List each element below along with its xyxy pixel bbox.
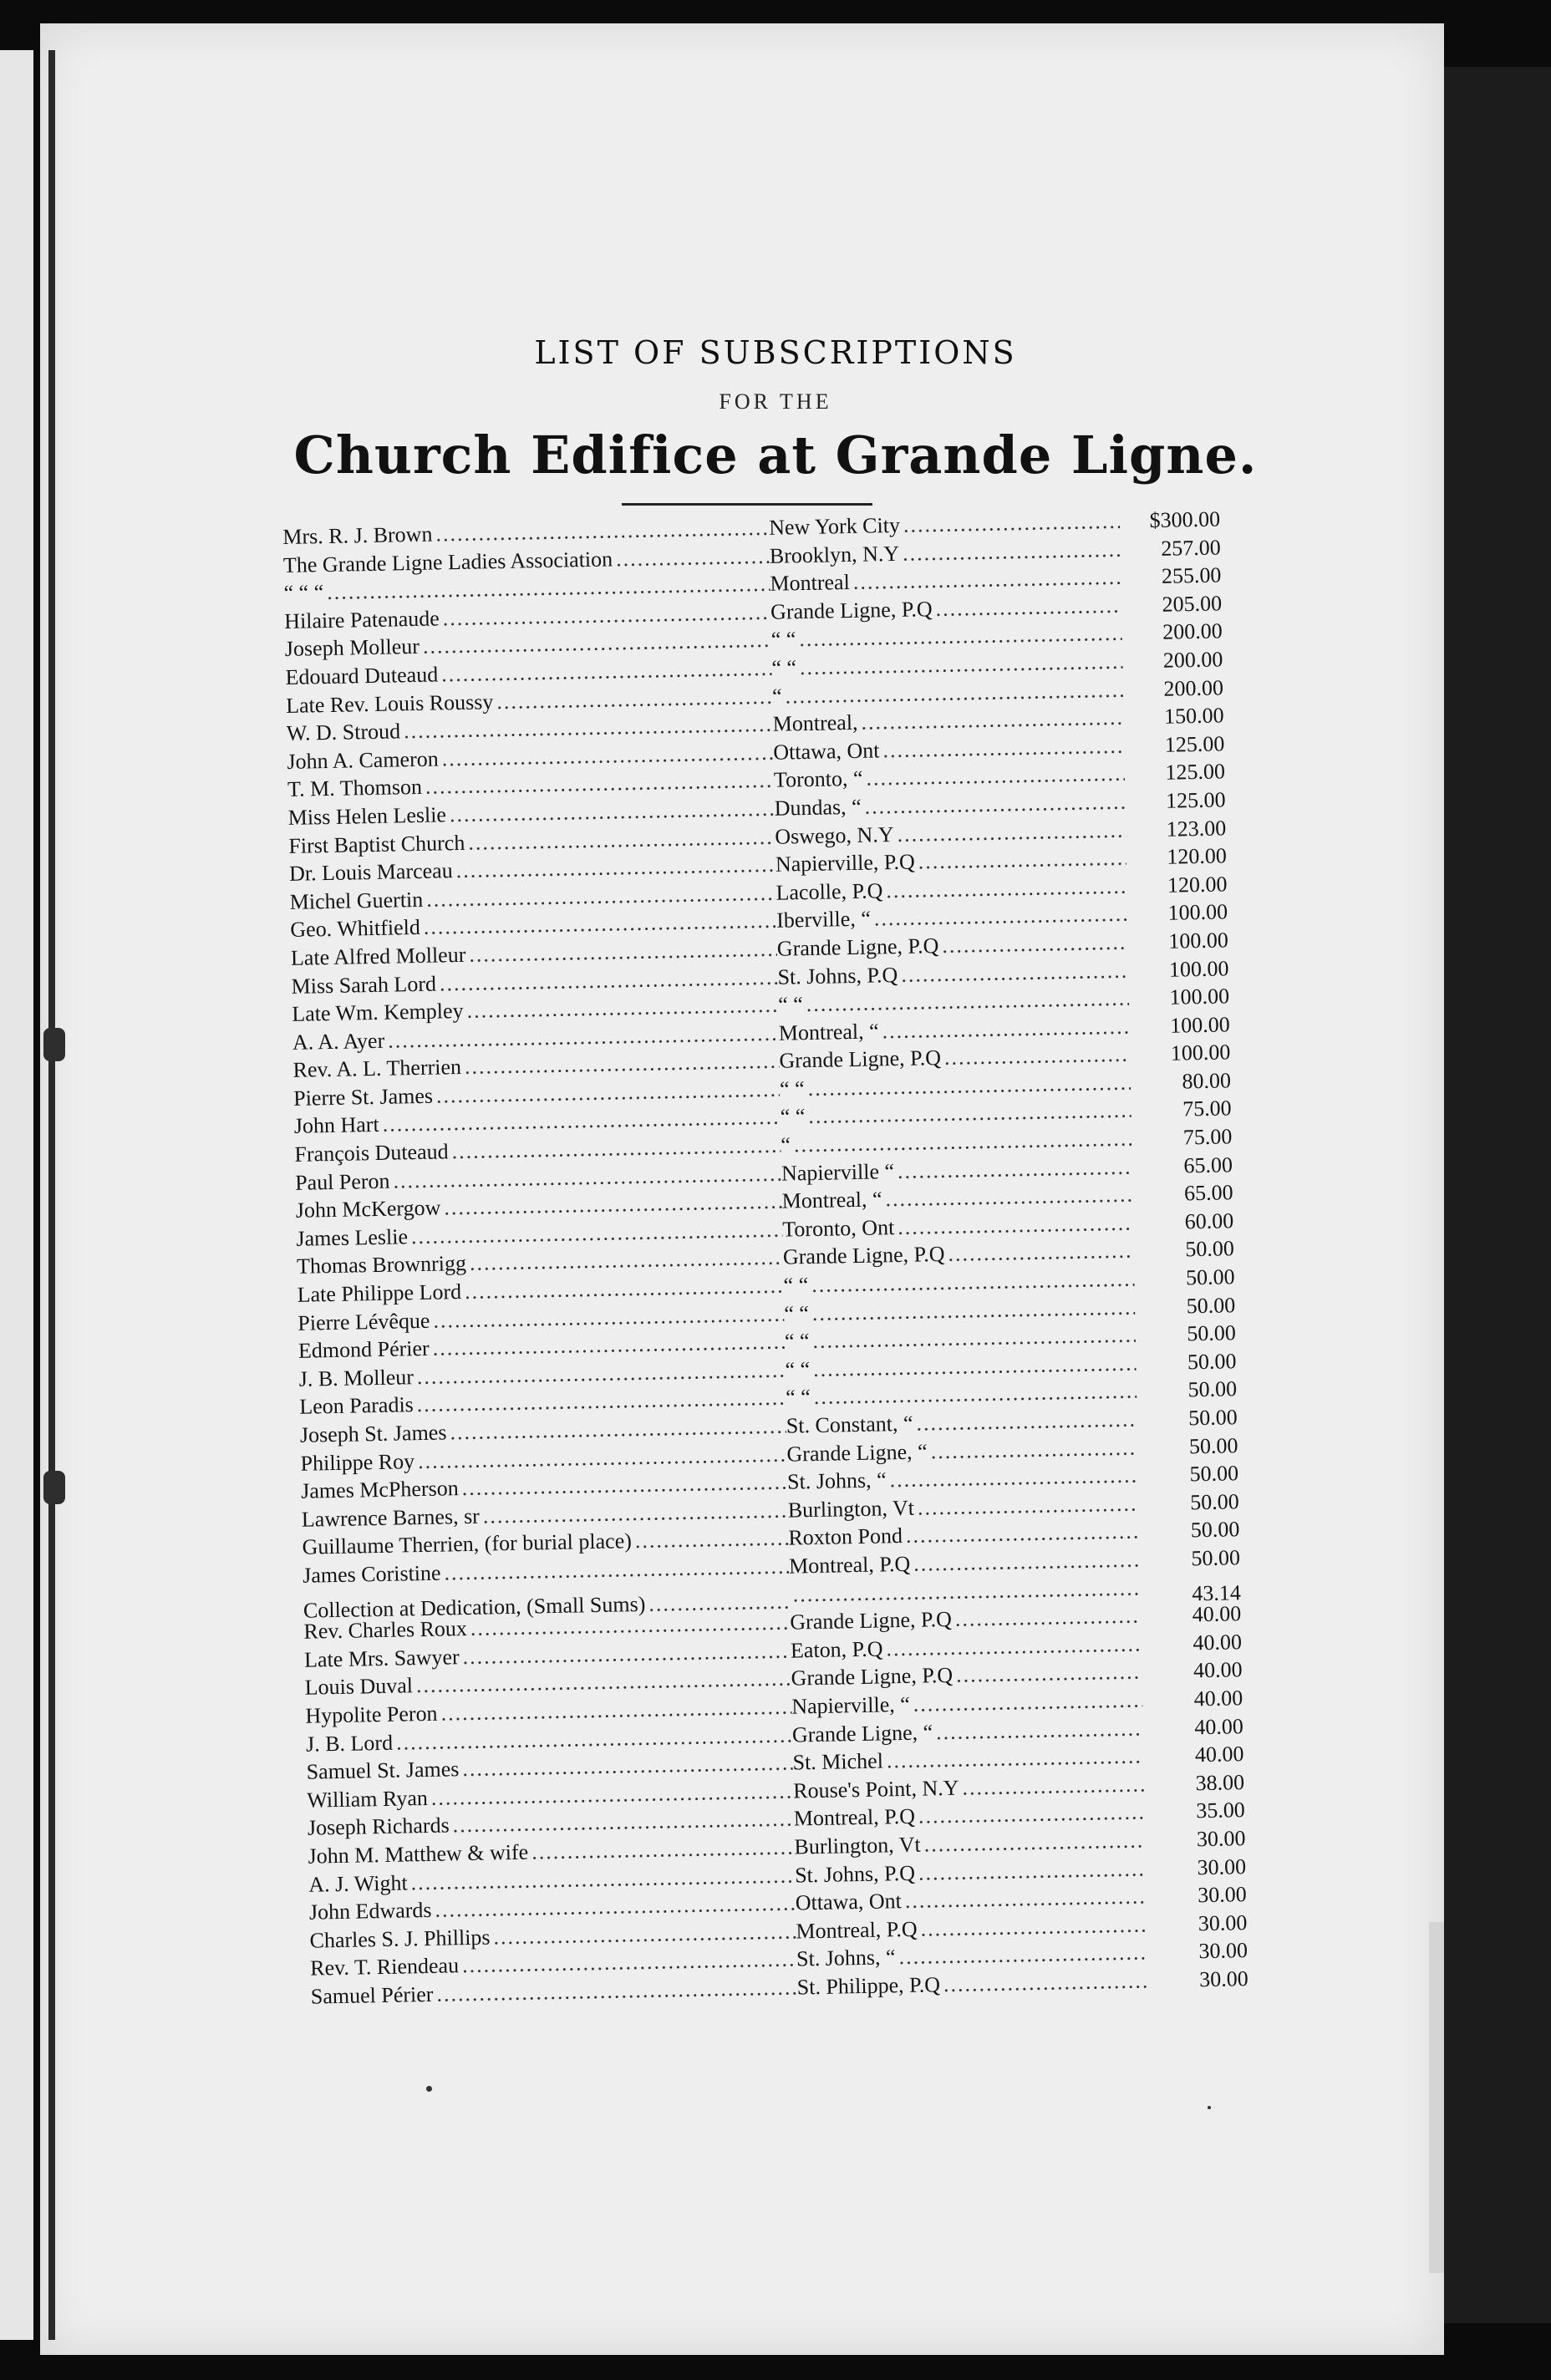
subscriber-place: St. Johns, P.Q xyxy=(777,962,898,989)
subscriber-place: St. Constant, “ xyxy=(786,1411,913,1438)
subscription-amount: 205.00 xyxy=(1162,591,1223,617)
subscriber-place: Lacolle, P.Q xyxy=(776,878,883,905)
page-fold xyxy=(1429,1922,1444,2273)
subscriber-name: J. B. Molleur xyxy=(298,1364,414,1391)
dot-leader xyxy=(962,1770,1144,1802)
subscriber-name: William Ryan xyxy=(307,1785,429,1813)
dot-leader xyxy=(913,1686,1142,1718)
subscriber-place: “ “ xyxy=(784,1329,810,1354)
subscriber-name: Louis Duval xyxy=(304,1673,414,1701)
subscriber-place: “ xyxy=(781,1132,791,1157)
subscriber-place: “ “ xyxy=(780,1104,806,1130)
subscription-amount: 30.00 xyxy=(1198,1938,1248,1964)
subscriber-place: Grande Ligne, P.Q xyxy=(782,1242,945,1270)
dot-leader xyxy=(905,1883,1147,1915)
subscription-amount: 50.00 xyxy=(1190,1517,1240,1543)
dot-leader xyxy=(882,731,1124,764)
subscription-amount: 50.00 xyxy=(1189,1461,1239,1487)
dot-leader xyxy=(955,1602,1142,1634)
subscriber-name: Late Mrs. Sawyer xyxy=(303,1644,460,1672)
binding-stitch xyxy=(43,1471,65,1504)
subscriber-place: Montreal, P.Q xyxy=(793,1804,916,1831)
subscription-amount: 50.00 xyxy=(1189,1489,1239,1515)
subscription-amount: 43.14 xyxy=(1192,1580,1242,1606)
subscriber-name: Late Alfred Molleur xyxy=(290,942,466,970)
subscriber-place: Grande Ligne, P.Q xyxy=(770,596,933,624)
subscription-amount: 75.00 xyxy=(1182,1096,1232,1121)
subscriber-place: Toronto, “ xyxy=(773,766,863,793)
subscriber-place: Toronto, Ont xyxy=(782,1214,895,1242)
subscription-amount: 50.00 xyxy=(1185,1264,1235,1290)
dot-leader xyxy=(886,872,1127,904)
subscription-amount: 35.00 xyxy=(1196,1798,1246,1823)
dot-leader xyxy=(918,1854,1147,1887)
dot-leader xyxy=(882,1012,1130,1045)
subscription-amount: 65.00 xyxy=(1183,1152,1233,1178)
subscriber-name: Late Philippe Lord xyxy=(297,1279,462,1307)
dot-leader xyxy=(635,1524,789,1555)
subscription-amount: 38.00 xyxy=(1195,1769,1245,1796)
subscriber-name: Late Rev. Louis Roussy xyxy=(285,689,494,718)
dot-leader xyxy=(920,1910,1147,1943)
subscriber-place: St. Philippe, P.Q xyxy=(796,1972,941,2000)
subscriber-place: Grande Ligne, P.Q xyxy=(779,1045,942,1073)
dot-leader xyxy=(889,1462,1138,1494)
subscription-amount: 255.00 xyxy=(1161,562,1222,589)
subscription-amount: 50.00 xyxy=(1191,1545,1241,1571)
subscriber-name: Michel Guertin xyxy=(289,887,424,914)
subscription-amount: 65.00 xyxy=(1183,1180,1233,1206)
subscriber-place: Grande Ligne, P.Q xyxy=(790,1607,953,1635)
subscription-amount: 125.00 xyxy=(1164,731,1225,757)
subscriber-name: Collection at Dedication, (Small Sums) xyxy=(303,1592,646,1623)
subscriber-place: “ “ xyxy=(785,1385,811,1411)
subscriber-name: Philippe Roy xyxy=(300,1448,415,1476)
subscriber-name: Pierre St. James xyxy=(292,1083,434,1111)
subscription-amount: 100.00 xyxy=(1170,1040,1231,1065)
subscriber-name: The Grande Ligne Ladies Association xyxy=(282,547,613,577)
subscription-amount: 30.00 xyxy=(1198,1910,1248,1935)
subscription-amount: 40.00 xyxy=(1192,1657,1243,1683)
subscription-amount: 100.00 xyxy=(1168,928,1229,954)
subscription-amount: 40.00 xyxy=(1194,1713,1244,1739)
subscriber-place: New York City xyxy=(768,512,901,540)
subscriber-place: Napierville, P.Q xyxy=(775,849,916,877)
subscriber-place: St. Johns, “ xyxy=(796,1945,896,1971)
subscription-amount: 100.00 xyxy=(1168,955,1229,982)
subscriber-place: Montreal, “ xyxy=(778,1019,879,1045)
dot-leader xyxy=(901,956,1129,989)
subscriber-name: J. B. Lord xyxy=(305,1730,394,1757)
subscriber-place: “ “ xyxy=(783,1273,809,1298)
dot-leader xyxy=(944,1040,1131,1072)
subscriber-name: John Hart xyxy=(293,1112,379,1139)
title-line-2: FOR THE xyxy=(719,389,832,414)
subscriber-place: Montreal, P.Q xyxy=(796,1916,918,1944)
subscriber-place: Grande Ligne, P.Q xyxy=(776,933,939,961)
dot-leader xyxy=(918,1489,1139,1522)
subscription-amount: 120.00 xyxy=(1167,843,1228,869)
subscription-amount: 50.00 xyxy=(1187,1376,1238,1402)
subscriber-place: Grande Ligne, “ xyxy=(786,1438,928,1467)
dot-leader xyxy=(930,1433,1137,1465)
dot-leader xyxy=(916,1406,1137,1438)
subscriber-name: James Coristine xyxy=(302,1560,441,1588)
subscription-amount: 30.00 xyxy=(1197,1882,1247,1908)
title-line-3: Church Edifice at Grande Ligne. xyxy=(293,425,1258,486)
title-line-1: LIST OF SUBSCRIPTIONS xyxy=(534,334,1017,371)
subscription-amount: 50.00 xyxy=(1187,1320,1237,1346)
subscriber-name: François Duteaud xyxy=(294,1139,449,1167)
dot-leader xyxy=(913,1546,1140,1579)
dot-leader xyxy=(898,1152,1133,1185)
subscriber-name: Edmond Périer xyxy=(297,1336,430,1364)
subscription-amount: 100.00 xyxy=(1169,1012,1230,1038)
subscriber-name: Pierre Lévêque xyxy=(297,1308,430,1335)
subscriber-name: A. A. Ayer xyxy=(292,1028,385,1055)
subscriber-name: W. D. Stroud xyxy=(286,719,401,746)
subscriber-name: Charles S. J. Phillips xyxy=(309,1925,491,1953)
subscription-amount: 30.00 xyxy=(1198,1966,1248,1992)
subscriber-place: St. Johns, P.Q xyxy=(794,1860,916,1888)
subscription-amount: 200.00 xyxy=(1162,647,1223,673)
subscriber-name: Thomas Brownrigg xyxy=(296,1251,467,1279)
subscriber-place: Ottawa, Ont xyxy=(795,1889,903,1915)
subscriber-name: Leon Paradis xyxy=(299,1392,414,1420)
subscriber-place: Napierville “ xyxy=(781,1158,895,1186)
dot-leader xyxy=(943,1966,1148,1998)
subscriber-place: “ “ xyxy=(771,655,797,680)
subscription-amount: 50.00 xyxy=(1185,1236,1235,1262)
subscriber-name: Joseph St. James xyxy=(299,1420,447,1447)
subscriber-place: Ottawa, Ont xyxy=(773,738,880,765)
subscription-amount: 100.00 xyxy=(1167,899,1228,926)
dot-leader xyxy=(956,1658,1142,1690)
subscriber-name: John A. Cameron xyxy=(287,746,439,774)
subscription-amount: 40.00 xyxy=(1192,1601,1242,1627)
subscription-list xyxy=(282,504,1297,2011)
subscriber-name: Late Wm. Kempley xyxy=(292,999,464,1026)
subscriber-place: Dundas, “ xyxy=(774,794,862,821)
subscription-amount: 40.00 xyxy=(1194,1742,1244,1767)
subscriber-name: A. J. Wight xyxy=(308,1869,408,1897)
subscription-amount: 150.00 xyxy=(1163,703,1224,729)
subscription-amount: 100.00 xyxy=(1169,984,1230,1009)
subscriber-place: Montreal, P.Q xyxy=(788,1551,911,1579)
title-rule xyxy=(622,503,872,506)
subscriber-name: John McKergow xyxy=(295,1195,441,1223)
subscriber-place: Montreal xyxy=(770,570,851,596)
subscriber-name: Hilaire Patenaude xyxy=(283,606,440,633)
subscription-amount: 75.00 xyxy=(1182,1124,1233,1150)
subscriber-place: “ “ xyxy=(770,627,796,653)
subscription-amount: 30.00 xyxy=(1197,1854,1247,1879)
subscription-amount: 257.00 xyxy=(1160,535,1222,561)
subscription-amount: 120.00 xyxy=(1167,872,1228,898)
subscriber-place: St. Michel xyxy=(792,1748,884,1775)
subscriber-name: Miss Sarah Lord xyxy=(291,971,437,999)
subscriber-place: “ “ xyxy=(785,1356,811,1382)
subscriber-name: Joseph Richards xyxy=(307,1813,450,1841)
subscriber-name: First Baptist Church xyxy=(288,830,465,858)
subscriber-name: Rev. A. L. Therrien xyxy=(292,1055,462,1083)
subscriber-name: Samuel Périer xyxy=(310,1981,434,2009)
subscriber-name: Rev. Charles Roux xyxy=(303,1616,468,1644)
subscriber-name: John M. Matthew & wife xyxy=(308,1839,529,1869)
dot-leader xyxy=(616,542,770,572)
dot-leader xyxy=(923,1826,1145,1859)
dot-leader xyxy=(906,1518,1140,1550)
subscriber-place: Burlington, Vt xyxy=(787,1495,915,1523)
dot-leader xyxy=(898,1939,1147,1971)
subscriber-place: “ “ xyxy=(783,1300,810,1326)
dot-leader xyxy=(903,535,1121,567)
subscriber-place: “ “ xyxy=(779,1076,805,1101)
subscriber-place: St. Johns, “ xyxy=(786,1467,887,1494)
subscription-amount: 30.00 xyxy=(1196,1826,1246,1852)
subscription-amount: 50.00 xyxy=(1186,1292,1236,1319)
subscriber-place: Rouse's Point, N.Y xyxy=(792,1775,959,1803)
subscription-amount: 50.00 xyxy=(1187,1405,1238,1431)
subscriber-place: Oswego, N.Y xyxy=(775,821,894,849)
subscriber-place: Brooklyn, N.Y xyxy=(769,541,900,568)
subscriber-name: James McPherson xyxy=(300,1476,459,1503)
dot-leader xyxy=(936,1714,1143,1746)
subscriber-place: Eaton, P.Q xyxy=(790,1636,883,1663)
dot-leader xyxy=(948,1237,1134,1269)
subscription-amount: 200.00 xyxy=(1163,674,1224,701)
dot-leader xyxy=(898,1208,1134,1241)
subscription-amount: 80.00 xyxy=(1182,1068,1232,1094)
subscription-amount: 60.00 xyxy=(1184,1208,1234,1234)
subscriber-name: Miss Helen Leslie xyxy=(287,802,447,830)
subscriber-place: Grande Ligne, P.Q xyxy=(791,1663,953,1691)
ink-speck xyxy=(426,2086,432,2092)
subscriber-name: Dr. Louis Marceau xyxy=(288,858,453,887)
subscription-amount: 123.00 xyxy=(1166,815,1227,842)
subscription-amount: 50.00 xyxy=(1187,1349,1237,1375)
dot-leader xyxy=(903,507,1121,540)
dot-leader xyxy=(918,844,1126,876)
subscription-amount: $300.00 xyxy=(1149,506,1221,533)
subscriber-name: Guillaume Therrien, (for burial place) xyxy=(302,1528,633,1560)
subscriber-name: “ “ “ xyxy=(283,580,324,606)
subscriber-name: James Leslie xyxy=(296,1224,409,1251)
subscription-amount: 40.00 xyxy=(1193,1686,1243,1711)
dot-leader xyxy=(935,592,1121,623)
subscriber-name: John Edwards xyxy=(308,1897,432,1925)
dot-leader xyxy=(885,1181,1133,1213)
subscriber-place: Grande Ligne, “ xyxy=(791,1719,933,1747)
binding-stitch xyxy=(43,1028,65,1061)
subscriber-place: “ “ xyxy=(777,992,804,1017)
subscriber-place: Montreal, “ xyxy=(781,1187,882,1213)
ink-speck xyxy=(1208,2106,1211,2109)
subscriber-place: Roxton Pond xyxy=(788,1523,903,1550)
subscription-amount: 50.00 xyxy=(1188,1432,1238,1458)
subscriber-name: Rev. T. Riendeau xyxy=(309,1953,460,1981)
dot-leader xyxy=(897,816,1126,848)
dot-leader xyxy=(918,1798,1145,1831)
subscriber-name: Mrs. R. J. Brown xyxy=(282,521,433,549)
subscriber-place: Iberville, “ xyxy=(776,906,872,933)
subscriber-name: T. M. Thomson xyxy=(287,775,423,802)
subscriber-name: Samuel St. James xyxy=(306,1757,460,1784)
subscriber-place: “ xyxy=(771,684,782,709)
dot-leader xyxy=(942,928,1128,960)
subscription-amount: 200.00 xyxy=(1162,618,1223,645)
subscription-amount: 125.00 xyxy=(1165,787,1226,813)
subscriber-name: Joseph Molleur xyxy=(284,634,420,662)
subscription-amount: 125.00 xyxy=(1165,759,1226,786)
subscriber-place: Napierville, “ xyxy=(791,1691,911,1719)
subscription-amount: 40.00 xyxy=(1192,1629,1243,1655)
subscriber-place: Montreal, xyxy=(772,709,858,736)
subscriber-name: Hypolite Peron xyxy=(305,1701,438,1728)
subscriber-place: Burlington, Vt xyxy=(794,1832,921,1859)
subscriber-name: Edouard Duteaud xyxy=(285,662,439,689)
subscriber-name: Geo. Whitfield xyxy=(290,915,421,943)
subscriber-name: Lawrence Barnes, sr xyxy=(301,1503,481,1532)
subscriber-name: Paul Peron xyxy=(294,1168,390,1195)
